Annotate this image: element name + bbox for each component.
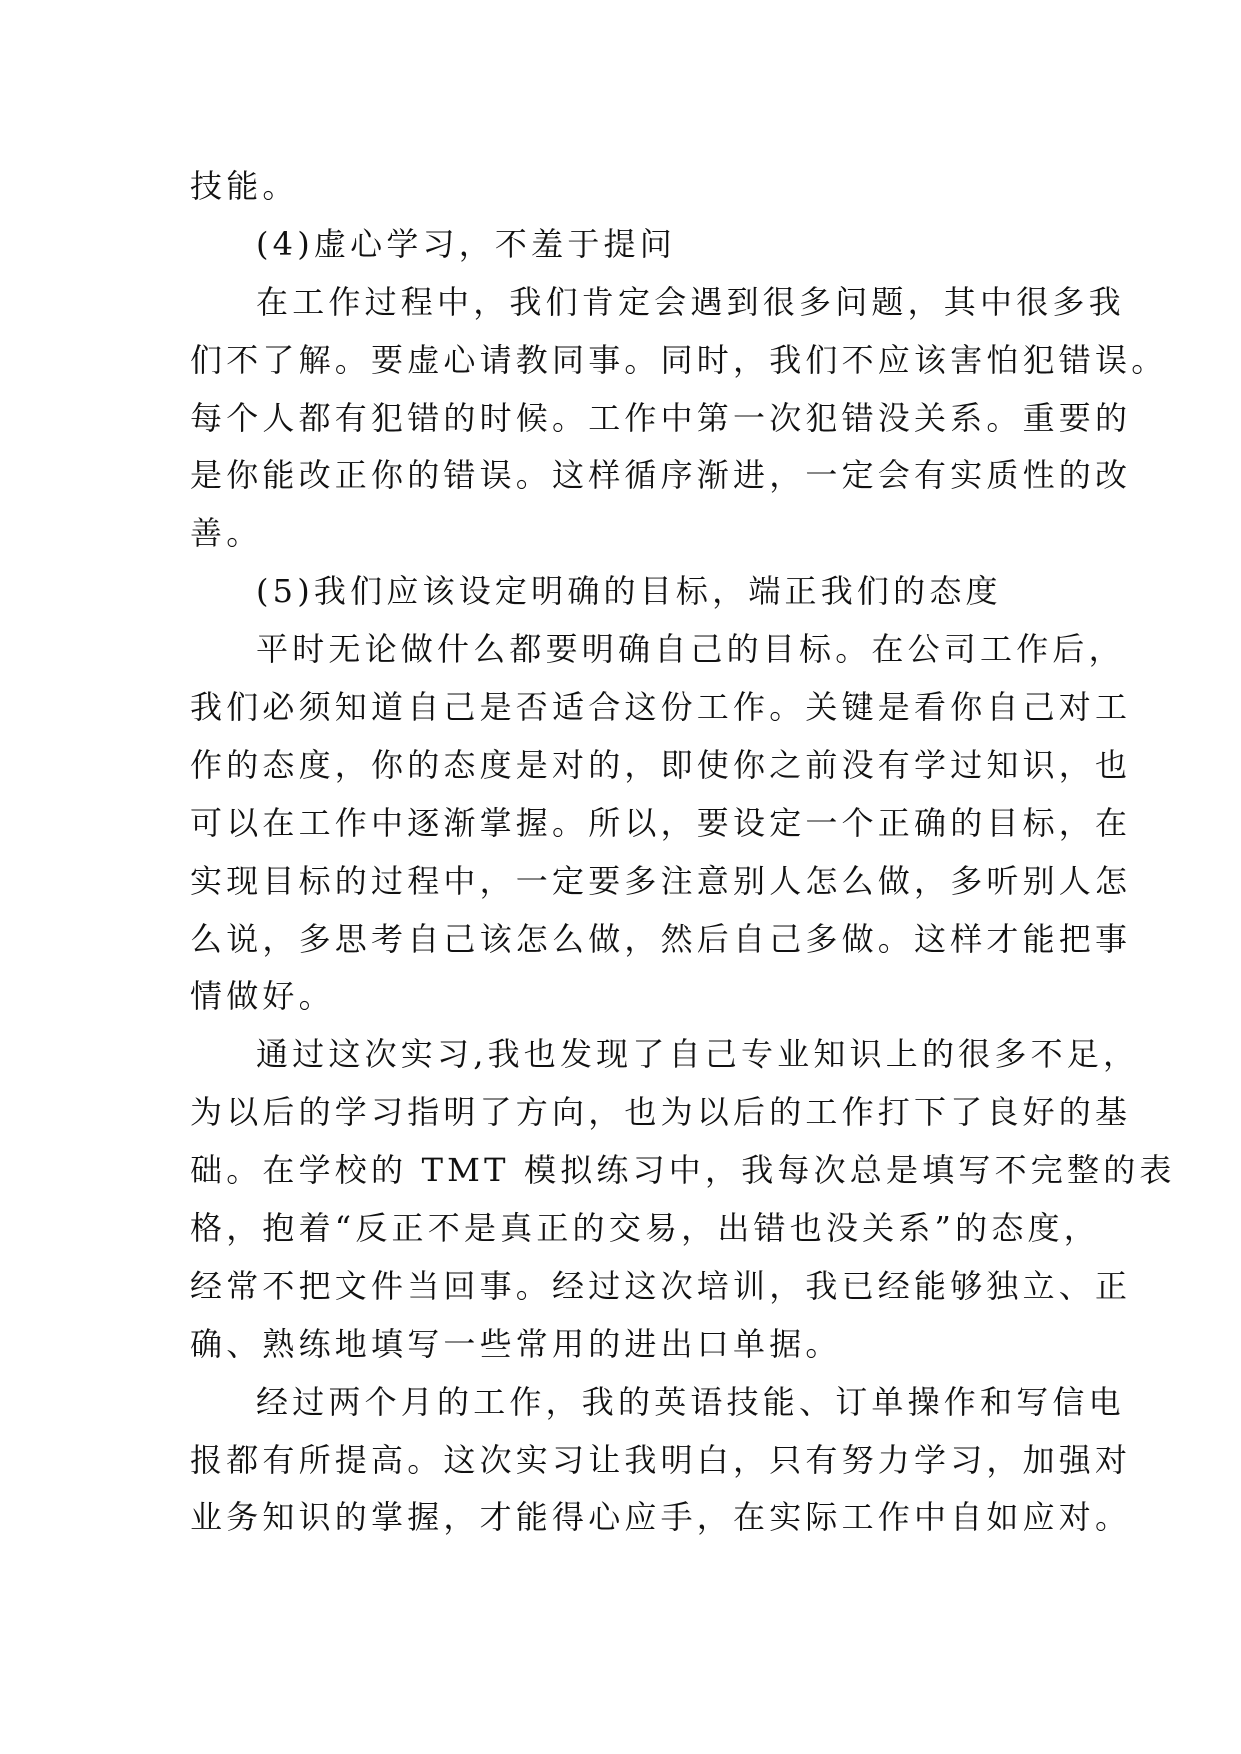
text-line: 格，抱着“反正不是真正的交易，出错也没关系”的态度， (190, 1209, 1100, 1248)
section-heading-4: (4)虚心学习，不羞于提问 (256, 224, 676, 263)
text-line: 础。在学校的 TMT 模拟练习中，我每次总是填写不完整的表 (190, 1151, 1176, 1190)
text-line: 作的态度，你的态度是对的，即使你之前没有学过知识，也 (190, 745, 1132, 784)
text-line: 报都有所提高。这次实习让我明白，只有努力学习，加强对 (190, 1440, 1132, 1479)
text-line: 业务知识的掌握，才能得心应手，在实际工作中自如应对。 (190, 1498, 1132, 1537)
body-text (190, 158, 1176, 1547)
text-line: 经常不把文件当回事。经过这次培训，我已经能够独立、正 (190, 1266, 1132, 1305)
text-line: 情做好。 (190, 977, 335, 1016)
text-line: 为以后的学习指明了方向，也为以后的工作打下了良好的基 (190, 1093, 1132, 1132)
text-line: 每个人都有犯错的时候。工作中第一次犯错没关系。重要的 (190, 398, 1132, 437)
text-line: 么说，多思考自己该怎么做，然后自己多做。这样才能把事 (190, 919, 1132, 958)
text-line: 在工作过程中，我们肯定会遇到很多问题，其中很多我 (256, 282, 1125, 321)
text-line: 技能。 (190, 167, 299, 205)
text-line: 实现目标的过程中，一定要多注意别人怎么做，多听别人怎 (190, 861, 1132, 900)
section-heading-5: (5)我们应该设定明确的目标，端正我们的态度 (256, 572, 1002, 611)
text-line: 经过两个月的工作，我的英语技能、订单操作和写信电 (256, 1382, 1125, 1421)
text-line: 我们必须知道自己是否适合这份工作。关键是看你自己对工 (190, 688, 1132, 727)
text-line: 平时无论做什么都要明确自己的目标。在公司工作后， (256, 630, 1125, 669)
text-line: 们不了解。要虚心请教同事。同时，我们不应该害怕犯错误。 (190, 340, 1168, 379)
text-line: 善。 (190, 514, 263, 553)
text-line: 可以在工作中逐渐掌握。所以，要设定一个正确的目标，在 (190, 803, 1132, 842)
text-line: 是你能改正你的错误。这样循序渐进，一定会有实质性的改 (190, 456, 1132, 495)
text-line: 确、熟练地填写一些常用的进出口单据。 (190, 1324, 842, 1363)
text-line: 通过这次实习,我也发现了自己专业知识上的很多不足， (256, 1035, 1140, 1074)
